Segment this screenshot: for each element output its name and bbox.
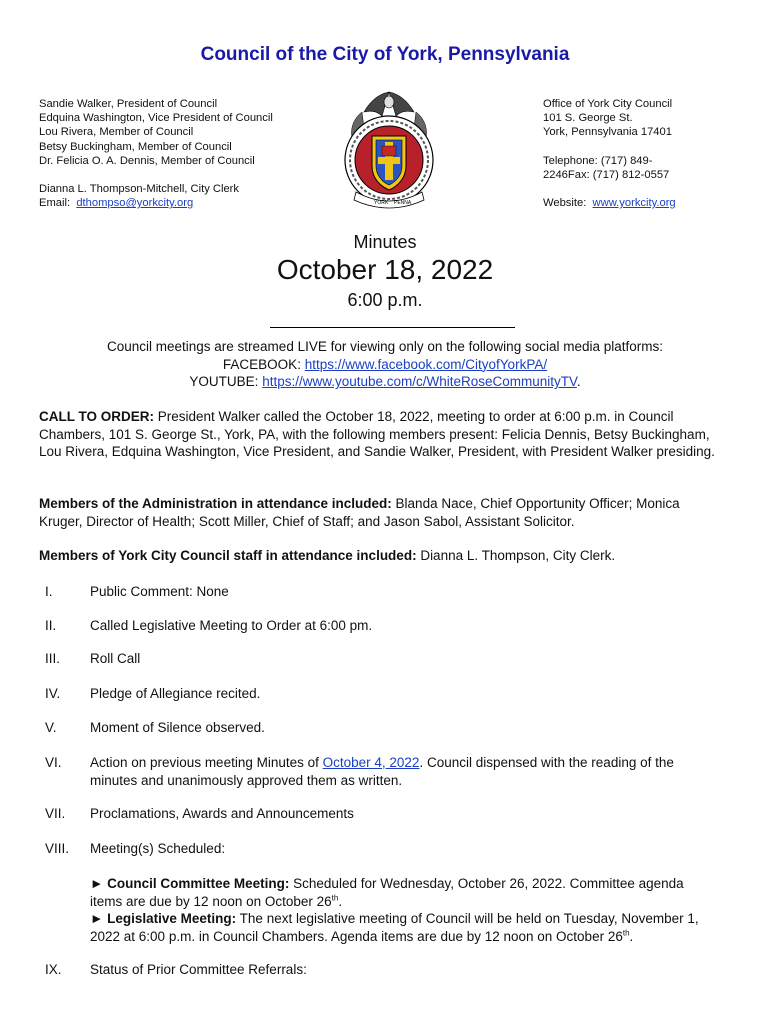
agenda-item-text (90, 754, 718, 789)
agenda-item-text: Roll Call (90, 651, 141, 666)
meeting-time: 6:00 p.m. (347, 290, 423, 310)
meeting-date: October 18, 2022 (276, 254, 494, 285)
administration-text: Blanda Nace, Chief Opportunity Officer; Monica Kruger, Director of Health; Scott Miller, Chief of Staff; and Jason Sabol, Assistant Solicitor. (39, 496, 680, 529)
website-link[interactable]: www.yorkcity.org (592, 197, 676, 210)
york-city-seal-icon (334, 88, 444, 216)
committee-meeting-text: Scheduled for Wednesday, October 26, 2022. Committee agenda items are due by 12 noon on October 26 (90, 876, 684, 909)
member-vice-president: Edquina Washington, Vice President of Council (39, 112, 273, 125)
bullet-icon: ► (90, 876, 104, 891)
website-label: Website: (543, 197, 587, 210)
call-to-order-label: CALL TO ORDER: (39, 409, 155, 424)
council-members-block (39, 97, 273, 210)
agenda-item-text: Proclamations, Awards and Announcements (90, 806, 354, 821)
ordinal-suffix: th (331, 893, 339, 902)
agenda-item-number: III. (45, 651, 61, 666)
heading-divider (270, 327, 515, 328)
clerk-email-link[interactable]: dthompso@yorkcity.org (76, 197, 194, 210)
website-line (543, 196, 713, 210)
call-to-order-text: President Walker called the October 18, 2022, meeting to order at 6:00 p.m. in Council Chambers, 101 S. George St., York, PA, with the following members present: Felicia Dennis, Betsy Buckingham, Lou Rivera, Edquina Washington, Vice President, and Sandie Walker, President, with President Walker presiding. (39, 409, 715, 459)
seal-text-york: YORK (374, 200, 389, 206)
administration-label: Members of the Administration in attendance included: (39, 496, 392, 511)
agenda-item-text: Moment of Silence observed. (90, 720, 265, 735)
agenda-item-text: Public Comment: None (90, 584, 229, 599)
office-city: York, Pennsylvania 17401 (543, 126, 672, 139)
staff-paragraph (39, 547, 719, 565)
previous-minutes-link[interactable]: October 4, 2022 (322, 755, 420, 770)
ordinal-suffix: th (622, 928, 630, 937)
youtube-line (40, 373, 730, 391)
streaming-intro: Council meetings are streamed LIVE for viewing only on the following social media platforms: (106, 339, 664, 354)
youtube-link[interactable]: https://www.youtube.com/c/WhiteRoseCommunityTV (262, 374, 577, 389)
call-to-order-paragraph (39, 408, 719, 461)
streaming-notice (40, 338, 730, 391)
member-rivera: Lou Rivera, Member of Council (39, 126, 194, 139)
agenda-item-number: I. (45, 584, 53, 599)
minutes-heading: Minutes (353, 232, 417, 252)
facebook-label: FACEBOOK: (222, 356, 301, 372)
minutes-action-suffix: . Council dispensed with the reading of the minutes and unanimously approved them as written. (90, 755, 674, 788)
agenda-item-number: V. (45, 720, 57, 735)
agenda-item-number: IV. (45, 686, 61, 701)
committee-meeting-note (90, 875, 718, 910)
office-name: Office of York City Council (543, 98, 673, 110)
agenda-item-number: VII. (45, 806, 66, 821)
staff-label: Members of York City Council staff in attendance included: (39, 548, 417, 563)
agenda-item-text: Called Legislative Meeting to Order at 6:00 pm. (90, 618, 373, 633)
agenda-item-text: Meeting(s) Scheduled: (90, 841, 226, 856)
legislative-meeting-text: The next legislative meeting of Council will be held on Tuesday, November 1, 2022 at 6:00 p.m. in Council Chambers. Agenda items are due by 12 noon on October 26 (90, 911, 699, 944)
youtube-period: . (576, 374, 581, 389)
office-street: 101 S. George St. (543, 112, 633, 125)
legislative-meeting-note (90, 910, 718, 945)
committee-period: . (338, 893, 343, 909)
city-clerk: Dianna L. Thompson-Mitchell, City Clerk (39, 183, 239, 196)
bullet-icon: ► (90, 911, 104, 926)
member-buckingham: Betsy Buckingham, Member of Council (39, 140, 232, 153)
agenda-item-number: IX. (45, 962, 62, 977)
legislative-meeting-label: Legislative Meeting: (107, 911, 237, 926)
facebook-link[interactable]: https://www.facebook.com/CityofYorkPA/ (304, 356, 548, 372)
telephone-fax-line: 2246Fax: (717) 812-0557 (543, 168, 670, 181)
email-label: Email: (39, 197, 71, 210)
agenda-item-number: VI. (45, 755, 62, 770)
telephone-line-1: Telephone: (717) 849- (543, 154, 653, 167)
page-title: Council of the City of York, Pennsylvania (200, 44, 570, 65)
agenda-item-text: Pledge of Allegiance recited. (90, 686, 261, 701)
agenda-item-number: VIII. (45, 841, 70, 856)
staff-text: Dianna L. Thompson, City Clerk. (416, 548, 616, 563)
agenda-item-number: II. (45, 618, 57, 633)
youtube-label: YOUTUBE: (189, 374, 259, 389)
agenda-item-text: Status of Prior Committee Referrals: (90, 962, 307, 977)
seal-text-penna: PENNA (394, 200, 412, 206)
minutes-action-prefix: Action on previous meeting Minutes of (90, 755, 323, 770)
office-contact-block (543, 97, 713, 210)
committee-meeting-label: Council Committee Meeting: (107, 876, 290, 891)
legislative-period: . (629, 928, 634, 944)
facebook-line (40, 356, 730, 374)
member-dennis: Dr. Felicia O. A. Dennis, Member of Council (39, 154, 255, 167)
clerk-email-line (39, 196, 273, 210)
member-president: Sandie Walker, President of Council (39, 98, 218, 110)
administration-paragraph (39, 495, 719, 530)
